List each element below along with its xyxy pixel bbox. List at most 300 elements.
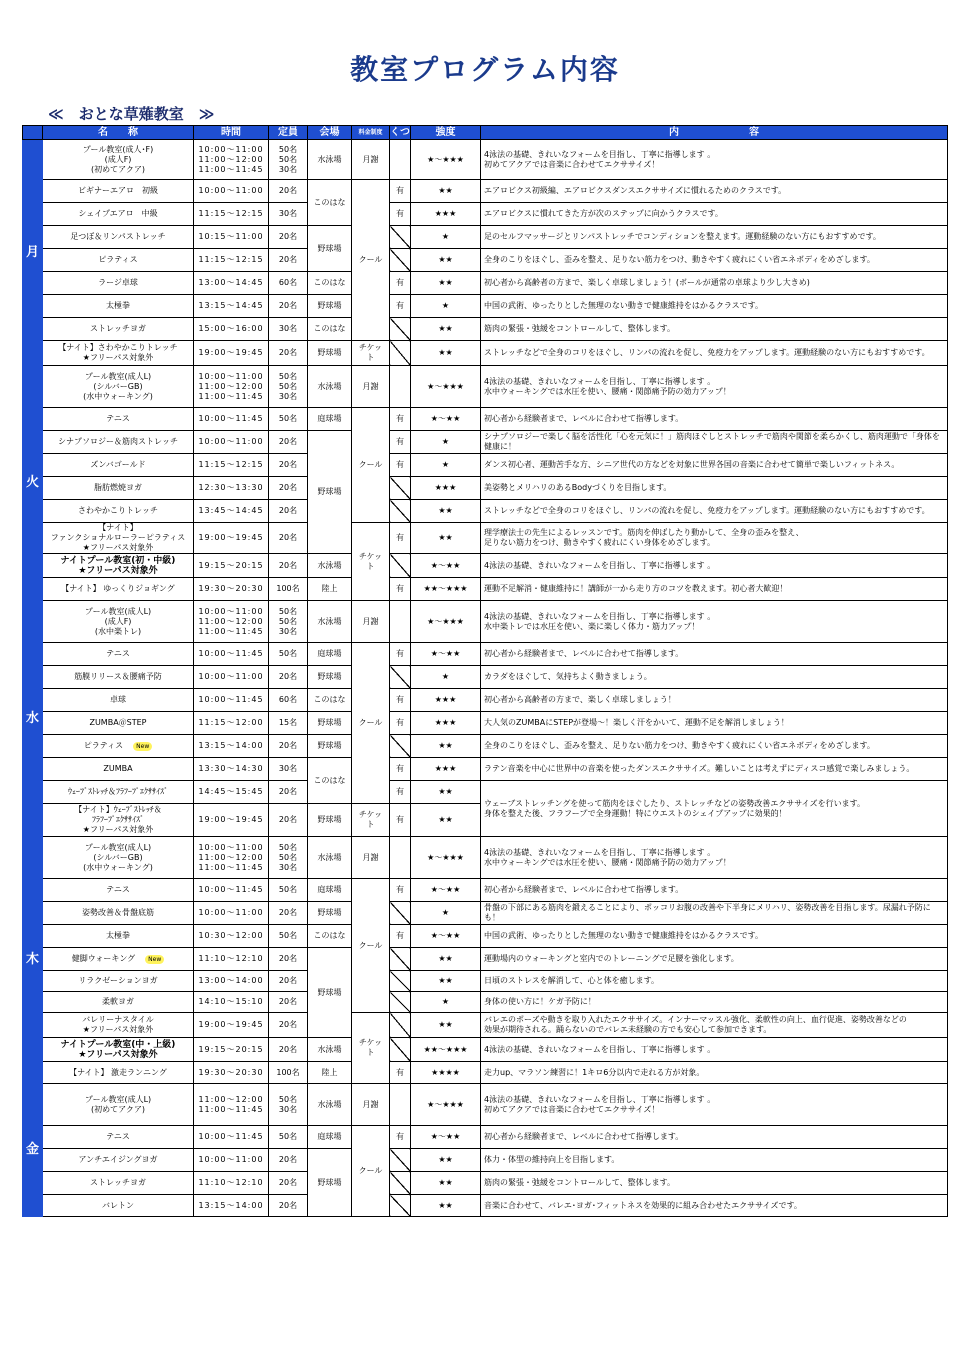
class-strength: ★★ [411,1195,481,1217]
class-fee: クール [352,643,390,804]
class-fee: チケット [352,1013,390,1084]
class-time: 10:00～11:00 [194,1149,269,1172]
class-time: 11:15～12:00 [194,712,269,735]
class-shoes [390,1084,411,1126]
class-description: バレエのポーズや動きを取り入れたエクササイズ。インナーマッスル強化、柔軟性の向上、血行促進、姿勢改善などの 効果が期待される。踊らないのでバレエ未経験の方でも安心して参加できます。 [481,1013,948,1038]
class-time: 11:10～12:10 [194,948,269,971]
class-time: 15:00～16:00 [194,318,269,341]
class-capacity: 20名 [269,781,308,804]
class-time: 13:15～14:00 [194,1195,269,1217]
shoes-none [390,500,411,523]
table-row [23,1038,948,1062]
class-time: 10:00～11:00 11:00～12:00 11:00～11:45 [194,837,269,879]
class-strength: ★★～★★★ [411,1038,481,1062]
schedule-table [22,125,948,1217]
day-label: 火 [23,366,43,601]
class-venue: 野球場 [308,431,352,554]
class-name [43,601,194,643]
shoes-none [390,666,411,689]
class-time: 10:00～11:00 [194,902,269,925]
class-time: 10:00～11:00 [194,431,269,454]
class-time: 13:00～14:00 [194,971,269,992]
class-venue: 庭球場 [308,408,352,431]
class-venue: 野球場 [308,666,352,689]
table-row [23,249,948,272]
class-venue: 野球場 [308,902,352,925]
class-venue: このはな [308,180,352,226]
table-row [23,1149,948,1172]
class-name-text: ビギナーエアロ 初級 [78,186,158,195]
schedule-body [23,140,948,1217]
class-description: 初心者から経験者まで、レベルに合わせて指導します。 [481,1126,948,1149]
class-capacity: 20名 [269,477,308,500]
class-capacity: 50名 [269,925,308,948]
class-capacity: 20名 [269,666,308,689]
class-name [43,500,194,523]
class-time: 10:00～11:00 11:00～12:00 11:00～11:45 [194,601,269,643]
class-description: 身体の使い方に！ケガ予防に！ [481,992,948,1013]
class-shoes [390,837,411,879]
class-fee: クール [352,408,390,523]
class-name [43,295,194,318]
class-fee: 月謝 [352,140,390,180]
class-description: 初心者から経験者まで、レベルに合わせて指導します。 [481,643,948,666]
table-row [23,454,948,477]
class-name [43,948,194,971]
class-description: 美姿勢とメリハリのあるBodyづくりを目指します。 [481,477,948,500]
class-name-text: 脂肪燃焼ヨガ [94,483,142,492]
class-shoes: 有 [390,523,411,554]
class-name-text: 【ナイト】 ゆっくりジョギング [61,584,175,593]
class-venue: 水泳場 [308,1038,352,1062]
class-fee: 月謝 [352,837,390,879]
table-row [23,140,948,180]
class-shoes: 有 [390,879,411,902]
class-description: 初心者から経験者まで、レベルに合わせて指導します。 [481,408,948,431]
class-shoes: 有 [390,454,411,477]
class-strength: ★★ [411,272,481,295]
table-row [23,879,948,902]
class-name-text: ナイトプール教室(初・中級) ★フリーパス対象外 [60,555,176,576]
class-strength: ★★ [411,341,481,366]
day-label: 木 [23,837,43,1084]
class-name-text: シナプソロジー＆筋肉ストレッチ [58,437,178,446]
shoes-none [390,1195,411,1217]
class-capacity: 20名 [269,523,308,554]
class-time: 13:00～14:45 [194,272,269,295]
class-fee: クール [352,1126,390,1217]
class-name-text: ピラティス [98,255,138,264]
shoes-none [390,341,411,366]
class-time: 11:15～12:15 [194,454,269,477]
class-strength: ★★ [411,804,481,837]
class-strength: ★★★ [411,689,481,712]
class-name [43,758,194,781]
class-shoes: 有 [390,925,411,948]
table-row [23,948,948,971]
class-time: 10:00～11:00 [194,666,269,689]
class-venue: 陸上 [308,578,352,601]
class-strength: ★ [411,666,481,689]
table-row [23,295,948,318]
class-name-text: シェイプエアロ 中級 [78,209,158,218]
class-description: 4泳法の基礎、きれいなフォームを目指し、丁寧に指導します 。 初めてアクアでは音楽に合わせてエクササイズ！ [481,1084,948,1126]
class-capacity: 50名 [269,643,308,666]
class-time: 10:00～11:45 [194,879,269,902]
class-capacity: 20名 [269,295,308,318]
class-name [43,477,194,500]
class-name-text: テニス [106,885,130,894]
class-strength: ★ [411,992,481,1013]
class-name-text: さわやかこりトレッチ [78,506,158,515]
class-venue: このはな [308,925,352,948]
class-venue: 野球場 [308,804,352,837]
class-strength: ★★★ [411,758,481,781]
class-venue: 野球場 [308,341,352,366]
class-name [43,180,194,203]
class-venue: 野球場 [308,712,352,735]
section-title: ≪ おとな草薙教室 ≫ [48,105,215,123]
class-strength: ★～★★ [411,925,481,948]
class-capacity: 50名 30名 [269,1084,308,1126]
class-name [43,992,194,1013]
class-strength: ★★ [411,948,481,971]
class-description: ストレッチなどで全身のコリをほぐし、リンパの流れを促し、免疫力をアップします。運動経験のない方にもおすすめです。 [481,500,948,523]
class-capacity: 30名 [269,758,308,781]
class-name [43,554,194,578]
shoes-none [390,948,411,971]
class-strength: ★～★★ [411,554,481,578]
class-capacity: 50名 50名 30名 [269,366,308,408]
class-name-text: 【ナイト】さわやかこりトレッチ ★フリーパス対象外 [58,343,178,362]
class-capacity: 20名 [269,500,308,523]
class-description: カラダをほぐして、気持ちよく動きましょう。 [481,666,948,689]
table-row [23,523,948,554]
class-name-text: バレトン [102,1200,134,1210]
class-shoes: 有 [390,689,411,712]
class-name [43,523,194,554]
class-description: 全身のこりをほぐし、歪みを整え、足りない筋力をつけ、動きやすく疲れにくい省エネボディをめざします。 [481,249,948,272]
class-venue: 陸上 [308,1062,352,1084]
class-strength: ★★ [411,1172,481,1195]
shoes-none [390,226,411,249]
class-name-text: アンチエイジングヨガ [78,1155,158,1164]
class-capacity: 50名 [269,1126,308,1149]
class-time: 10:00～11:00 11:00～12:00 11:00～11:45 [194,366,269,408]
class-description: 初心者から高齢者の方まで、楽しく卓球しましょう！ [481,689,948,712]
class-time: 19:00～19:45 [194,804,269,837]
class-shoes: 有 [390,1062,411,1084]
class-capacity: 20名 [269,554,308,578]
class-name [43,1038,194,1062]
class-time: 19:00～19:45 [194,341,269,366]
class-capacity: 50名 50名 30名 [269,601,308,643]
table-row [23,180,948,203]
class-name-text: ピラティス [83,741,124,750]
new-badge: New [133,742,152,751]
class-time: 10:00～11:45 [194,689,269,712]
class-name-text: ズンバゴールド [90,460,146,469]
class-time: 19:00～19:45 [194,523,269,554]
class-capacity: 20名 [269,249,308,272]
table-row [23,477,948,500]
class-capacity: 50名 50名 30名 [269,140,308,180]
class-description: 体力・体型の維持向上を目指します。 [481,1149,948,1172]
class-strength: ★★ [411,1013,481,1038]
class-capacity: 15名 [269,712,308,735]
header-name: 名 称 [43,126,194,140]
shoes-none [390,902,411,925]
class-name [43,643,194,666]
table-row [23,971,948,992]
class-name-text: プール教室(成人L) (成人F) (水中楽トレ) [84,606,152,636]
table-row [23,341,948,366]
class-description: シナプソロジーで楽しく脳を活性化「心を元気に！」筋肉ほぐしとストレッチで筋肉や関節を柔らかくし、筋肉運動で「身体を健康に！ [481,431,948,454]
class-shoes: 有 [390,272,411,295]
class-capacity: 100名 [269,1062,308,1084]
class-time: 12:30～13:30 [194,477,269,500]
class-description: 初心者から経験者まで、レベルに合わせて指導します。 [481,879,948,902]
shoes-none [390,1172,411,1195]
class-strength: ★★ [411,1149,481,1172]
class-name [43,1195,194,1217]
day-label: 水 [23,601,43,837]
class-description: 運動場内のウォーキングと室内でのトレーニングで足腰を強化します。 [481,948,948,971]
class-capacity: 20名 [269,1195,308,1217]
table-row [23,666,948,689]
class-description: ストレッチなどで全身のコリをほぐし、リンパの流れを促し、免疫力をアップします。運動経験のない方にもおすすめです。 [481,341,948,366]
class-name [43,735,194,758]
class-time: 13:45～14:45 [194,500,269,523]
class-venue: 野球場 [308,295,352,318]
class-name [43,454,194,477]
class-shoes: 有 [390,578,411,601]
class-time: 10:15～11:00 [194,226,269,249]
class-name [43,431,194,454]
class-capacity: 20名 [269,804,308,837]
header-time: 時間 [194,126,269,140]
class-description: 大人気のZUMBAにSTEPが登場～！楽しく汗をかいて、運動不足を解消しましょう！ [481,712,948,735]
class-strength: ★～★★ [411,879,481,902]
class-name [43,879,194,902]
class-name [43,1149,194,1172]
class-venue: 水泳場 [308,366,352,408]
class-strength: ★ [411,226,481,249]
class-strength: ★～★★ [411,643,481,666]
class-name-text: ストレッチヨガ [90,324,146,333]
class-strength: ★ [411,454,481,477]
class-name [43,1172,194,1195]
class-time: 10:00～11:45 [194,408,269,431]
class-capacity: 50名 [269,408,308,431]
table-row [23,1126,948,1149]
class-strength: ★★～★★★ [411,578,481,601]
table-row [23,203,948,226]
table-row [23,758,948,781]
class-name [43,804,194,837]
class-description: ウェーブストレッチングを使って筋肉をほぐしたり、ストレッチなどの姿勢改善エクササイズを行います。 身体を整えた後、フラフープで全身運動！特にウエストのシェイプアップに効果的！ [481,781,948,837]
class-strength: ★～★★★ [411,1084,481,1126]
class-name-text: ZUMBA [103,764,133,773]
class-capacity: 60名 [269,689,308,712]
class-venue: 庭球場 [308,643,352,666]
class-shoes: 有 [390,804,411,837]
class-name-text: テニス [106,649,130,658]
class-name [43,1126,194,1149]
class-description: 運動不足解消・健康維持に！講師が一から走り方のコツを教えます。初心者大歓迎！ [481,578,948,601]
class-description: 中国の武術、ゆったりとした無理のない動きで健康維持をはかるクラスです。 [481,925,948,948]
class-name-text: ストレッチヨガ [90,1178,146,1187]
class-name-text: 筋膜リリース＆腰痛予防 [74,672,162,681]
class-venue: このはな [308,272,352,295]
class-description: ラテン音楽を中心に世界中の音楽を使ったダンスエクササイズ。難しいことは考えずにディスコ感覚で楽しみましょう。 [481,758,948,781]
class-capacity: 20名 [269,1013,308,1038]
class-capacity: 20名 [269,226,308,249]
class-name-text: 姿勢改善＆骨盤底筋 [82,908,154,917]
class-time: 19:15～20:15 [194,1038,269,1062]
class-venue: 水泳場 [308,1084,352,1126]
class-time: 14:45～15:45 [194,781,269,804]
class-name [43,666,194,689]
table-row [23,902,948,925]
table-row [23,1084,948,1126]
class-name [43,712,194,735]
header-fee: 料金制度 [352,126,390,140]
class-shoes: 有 [390,203,411,226]
table-row [23,226,948,249]
header-capacity: 定員 [269,126,308,140]
shoes-none [390,971,411,992]
class-description: 筋肉の緊張・弛緩をコントロールして、整体します。 [481,1172,948,1195]
table-row [23,837,948,879]
class-name [43,902,194,925]
class-name-text: 【ナイト】ｳｪｰﾌﾞｽﾄﾚｯﾁ＆ ﾌﾗﾌｰﾌﾟｴｸｻｻｲｽﾞ ★フリーパス対象外 [74,805,162,834]
class-description: 筋肉の緊張・弛緩をコントロールして、整体します。 [481,318,948,341]
class-name [43,341,194,366]
class-name-text: プール教室(成人L) (シルバーGB) (水中ウォーキング) [83,842,153,872]
shoes-none [390,735,411,758]
class-venue: 野球場 [308,735,352,758]
class-strength: ★～★★ [411,1126,481,1149]
class-strength: ★★ [411,523,481,554]
class-name-text: テニス [106,1132,130,1141]
class-capacity: 20名 [269,992,308,1013]
shoes-none [390,318,411,341]
class-name [43,781,194,804]
class-description: エアロビクスに慣れてきた方が次のステップに向かうクラスです。 [481,203,948,226]
class-shoes: 有 [390,431,411,454]
class-name-text: 【ナイト】 激走ランニング [69,1067,167,1077]
class-name [43,249,194,272]
class-name [43,226,194,249]
class-name-text: プール教室(成人L) (シルバーGB) (水中ウォーキング) [83,371,153,401]
class-strength: ★★ [411,500,481,523]
class-description: ダンス初心者、運動苦手な方、シニア世代の方などを対象に世界各国の音楽に合わせて簡単で楽しいフィットネス。 [481,454,948,477]
header-row [23,126,948,140]
class-shoes: 有 [390,712,411,735]
header-venue: 会場 [308,126,352,140]
class-name-text: テニス [106,414,130,423]
class-name-text: ｳｪｰﾌﾞｽﾄﾚｯﾁ＆ﾌﾗﾌｰﾌﾟｴｸｻｻｲｽﾞ [68,787,168,796]
class-time: 13:15～14:45 [194,295,269,318]
class-name-text: ナイトプール教室(中・上級) ★フリーパス対象外 [60,1039,176,1060]
class-capacity: 30名 [269,318,308,341]
table-row [23,554,948,578]
class-shoes [390,366,411,408]
class-time: 19:15～20:15 [194,554,269,578]
class-name [43,689,194,712]
class-venue: このはな [308,689,352,712]
class-time: 19:30～20:30 [194,1062,269,1084]
class-name-text: プール教室(成人･F) (成人F) (初めてアクア) [82,144,154,174]
class-description: 中国の武術、ゆったりとした無理のない動きで健康維持をはかるクラスです。 [481,295,948,318]
shoes-none [390,554,411,578]
class-name-text: 太極拳 [106,931,130,940]
class-strength: ★★★★ [411,1062,481,1084]
class-description: 足のセルフマッサージとリンパストレッチでコンディションを整えます。運動経験のない方にもおすすめです。 [481,226,948,249]
class-capacity: 60名 [269,272,308,295]
class-name [43,318,194,341]
table-row [23,318,948,341]
header-content: 内 容 [481,126,948,140]
class-shoes: 有 [390,295,411,318]
class-capacity: 20名 [269,431,308,454]
shoes-none [390,992,411,1013]
class-venue: 庭球場 [308,879,352,902]
class-strength: ★～★★★ [411,140,481,180]
class-shoes: 有 [390,781,411,804]
class-name-text: 柔軟ヨガ [102,997,134,1006]
table-row [23,643,948,666]
table-row [23,1172,948,1195]
class-name [43,971,194,992]
class-capacity: 50名 50名 30名 [269,837,308,879]
class-venue: 野球場 [308,948,352,1038]
class-description: 走力up、マラソン練習に！1キロ6分以内で走れる方が対象。 [481,1062,948,1084]
class-fee: クール [352,180,390,341]
day-label: 月 [23,140,43,366]
class-venue: 水泳場 [308,837,352,879]
class-strength: ★★★ [411,203,481,226]
class-time: 19:00～19:45 [194,1013,269,1038]
class-venue: 水泳場 [308,601,352,643]
class-time: 14:10～15:10 [194,992,269,1013]
table-row [23,431,948,454]
shoes-none [390,1149,411,1172]
class-name [43,837,194,879]
class-name [43,578,194,601]
shoes-none [390,477,411,500]
class-capacity: 50名 [269,879,308,902]
class-time: 11:15～12:15 [194,203,269,226]
class-strength: ★ [411,295,481,318]
table-row [23,601,948,643]
table-row [23,366,948,408]
class-capacity: 20名 [269,341,308,366]
class-fee: 月謝 [352,601,390,643]
class-shoes: 有 [390,643,411,666]
class-name [43,203,194,226]
class-name-text: ZUMBA＠STEP [89,718,147,727]
class-strength: ★★ [411,971,481,992]
class-capacity: 20名 [269,902,308,925]
class-capacity: 20名 [269,971,308,992]
new-badge: New [145,955,164,964]
page-title: 教室プログラム内容 [350,53,620,86]
class-fee: チケット [352,804,390,837]
class-description: 骨盤の下部にある筋肉を鍛えることにより、ポッコリお腹の改善や下半身にメリハリ、姿勢改善を目指します。尿漏れ予防にも！ [481,902,948,925]
class-description: 4泳法の基礎、きれいなフォームを目指し、丁寧に指導します 。 水中ウォーキングでは水圧を使い、腰痛・関節痛予防の効力アップ！ [481,366,948,408]
